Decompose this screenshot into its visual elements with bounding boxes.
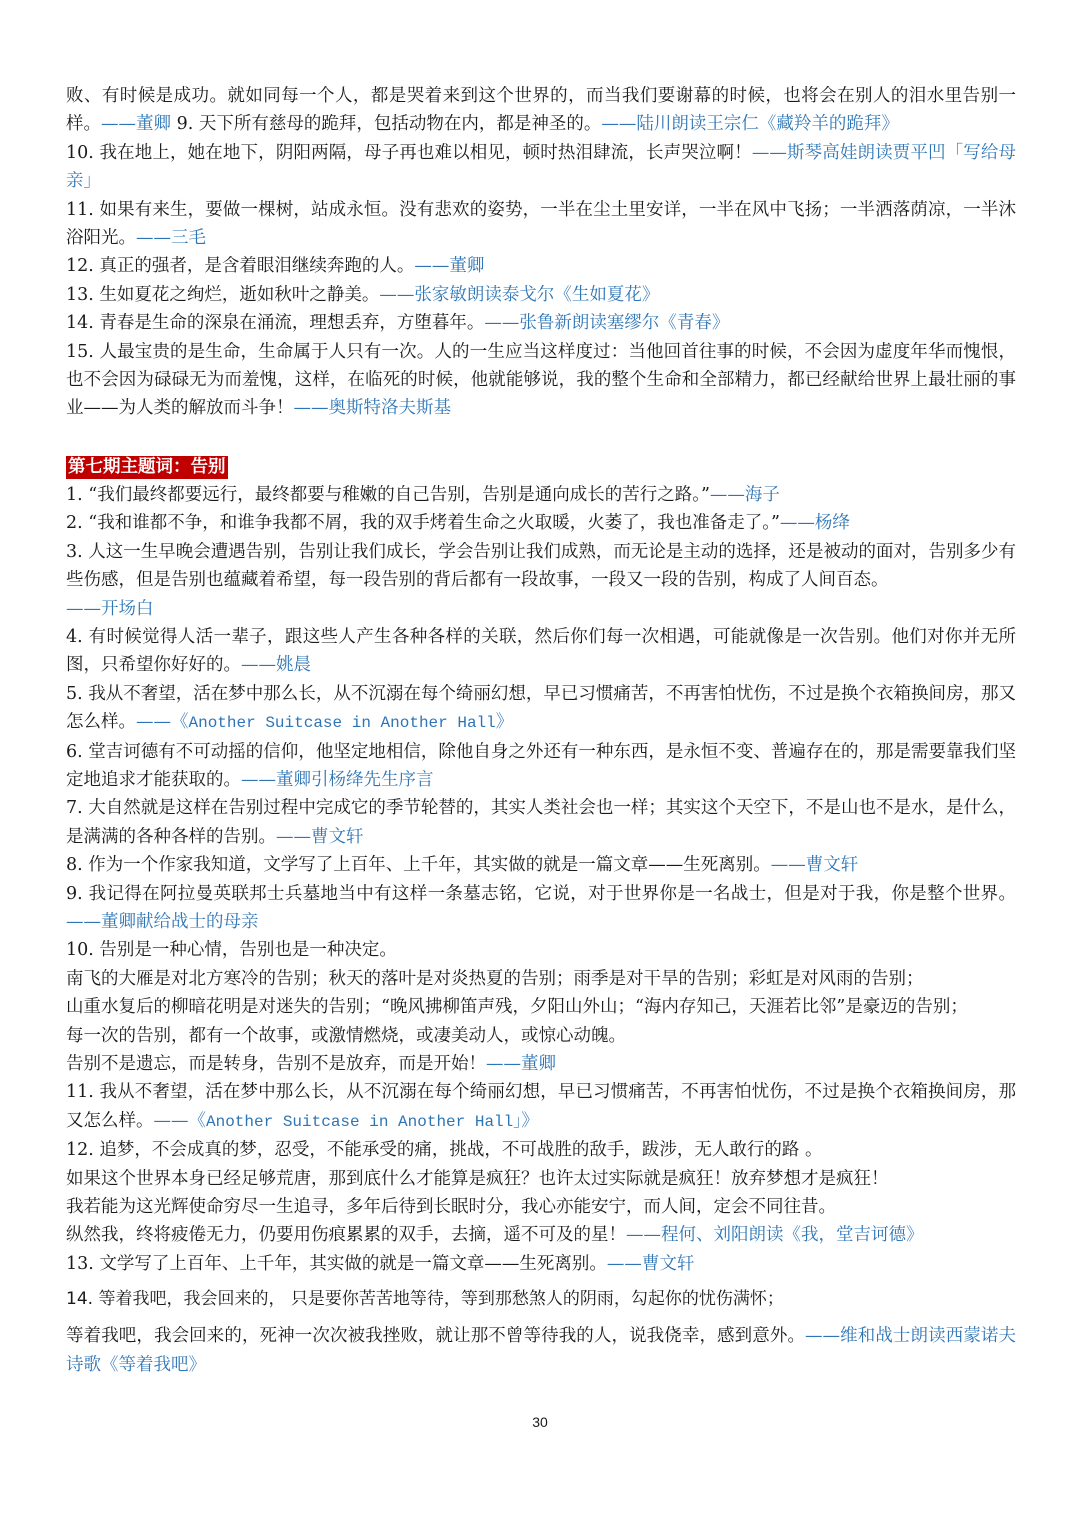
quote-text: 9. 我记得在阿拉曼英联邦士兵墓地当中有这样一条墓志铭，它说，对于世界你是一名战士，但是对于我，你是整个世界。 — [66, 883, 1016, 904]
quote-source: ——董卿引杨绛先生序言 — [241, 769, 434, 790]
quote-15 — [66, 338, 1016, 423]
farewell-quote-7 — [66, 794, 1016, 851]
farewell-quote-12-line-3: 我若能为这光辉使命穷尽一生追寻，多年后待到长眠时分，我心亦能安宁，而人间，定会不同往昔。 — [66, 1197, 836, 1218]
page-number: 30 — [532, 1414, 548, 1430]
farewell-quote-12-line-2: 如果这个世界本身已经足够荒唐，那到底什么才能算是疯狂？也许太过实际就是疯狂！放弃梦想才是疯狂！ — [66, 1168, 889, 1189]
quote-source: ——《 — [136, 712, 189, 733]
farewell-quote-5 — [66, 680, 1016, 738]
farewell-quote-12-line-4 — [66, 1221, 1016, 1249]
section-heading: 第七期主题词：告别 — [68, 456, 226, 477]
quote-text: 等着我吧，我会回来的，死神一次次被我挫败，就让那不曾等待我的人，说我侥幸，感到意外。 — [66, 1326, 806, 1347]
quote-text: 3. 人这一生早晚会遭遇告别，告别让我们成长，学会告别让我们成熟，而无论是主动的选择，还是被动的面对，告别多少有些伤感，但是告别也蕴藏着希望，每一段告别的背后都有一段故事，一段又一段的告别，构成了人间百态。 — [66, 541, 1016, 591]
farewell-quote-12-line-1: 12. 追梦，不会成真的梦，忍受，不能承受的痛，挑战，不可战胜的敌手，跋涉，无人敢行的路 。 — [66, 1140, 823, 1161]
quote-text: 告别不是遗忘，而是转身，告别不是放弃，而是开始！ — [66, 1054, 486, 1074]
quote-source: ——杨绛 — [779, 513, 850, 534]
quote-source: ——海子 — [709, 484, 780, 505]
quote-13 — [66, 281, 1016, 309]
document-page — [66, 82, 1016, 1379]
farewell-quote-10-line-4: 每一次的告别，都有一个故事，或激情燃烧，或凄美动人，或惊心动魄。 — [66, 1025, 626, 1046]
quote-10 — [66, 139, 1016, 196]
quote-source-title: Another Suitcase in Another Hall — [188, 714, 496, 733]
quote-text: 13. 文学写了上百年、上千年，其实做的就是一篇文章——生死离别。 — [66, 1253, 607, 1274]
quote-text: 9. 天下所有慈母的跪拜，包括动物在内，都是神圣的。 — [171, 114, 602, 135]
farewell-quote-9 — [66, 880, 1016, 937]
quote-text: 8. 作为一个作家我知道，文学写了上百年、上千年，其实做的就是一篇文章——生死离别。 — [66, 855, 771, 876]
quote-text: 败、有时候是成功。就如同每一个人，都是哭着来到这个世界的，而当我们要谢幕的时候，也将会在别人的泪水里告别一样。 — [66, 86, 1016, 135]
quote-text: 纵然我，终将疲倦无力，仍要用伤痕累累的双手，去摘，遥不可及的星！ — [66, 1225, 626, 1246]
farewell-quote-10-line-3: 山重水复后的柳暗花明是对迷失的告别；“晚风拂柳笛声残，夕阳山外山；“海内存知己，天涯若比邻”是豪迈的告别； — [66, 997, 968, 1018]
quote-text: 11. 我从不奢望，活在梦中那么长，从不沉溺在每个绮丽幻想，早已习惯痛苦，不再害怕忧伤，不过是换个衣箱换间房，那又怎么样。 — [66, 1082, 1016, 1131]
quote-source: ——《 — [153, 1110, 206, 1131]
quote-text: 13. 生如夏花之绚烂，逝如秋叶之静美。 — [66, 284, 380, 305]
quote-text: 12. 真正的强者，是含着眼泪继续奔跑的人。 — [66, 256, 415, 277]
quote-source: ——董卿 — [486, 1054, 556, 1074]
quote-11 — [66, 196, 1016, 253]
quote-source: ——开场白 — [66, 598, 154, 619]
quote-source: 》 — [495, 712, 514, 733]
quote-text: 14. 青春是生命的深泉在涌流，理想丢弃，方堕暮年。 — [66, 313, 485, 334]
farewell-quote-4 — [66, 623, 1016, 680]
farewell-quote-10-line-5 — [66, 1050, 1016, 1078]
quote-source: ——奥斯特洛夫斯基 — [293, 398, 451, 419]
quote-text: 6. 堂吉诃德有不可动摇的信仰，他坚定地相信，除他自身之外还有一种东西，是永恒不变、普遍存在的，那是需要靠我们坚定地追求才能获取的。 — [66, 741, 1016, 790]
quote-source: ——维和战士朗读西蒙诺夫诗歌《等着我吧》 — [66, 1326, 1017, 1375]
quote-source-title: Another Suitcase in Another Hall」 — [206, 1112, 522, 1131]
quote-14 — [66, 309, 1016, 337]
farewell-quote-14-line-2 — [66, 1322, 1016, 1379]
quote-text: 2. “我和谁都不争，和谁争我都不屑，我的双手烤着生命之火取暖，火萎了，我也准备走了。” — [66, 513, 780, 534]
quote-source: ——程何、刘阳朗读《我，堂吉诃德》 — [626, 1225, 924, 1246]
quote-text: 4. 有时候觉得人活一辈子，跟这些人产生各种各样的关联，然后你们每一次相遇，可能就像是一次告别。他们对你并无所图，只希望你好好的。 — [66, 626, 1016, 676]
farewell-quote-11 — [66, 1078, 1016, 1136]
farewell-quote-6 — [66, 738, 1016, 795]
quote-12 — [66, 252, 1016, 280]
quote-source: ——董卿 — [101, 114, 171, 135]
farewell-quote-3 — [66, 538, 1016, 623]
quote-source: ——曹文轩 — [276, 826, 364, 847]
quote-source: ——斯琴高娃朗读贾平凹「写给母亲」 — [66, 142, 1016, 192]
quote-source: ——三毛 — [136, 228, 206, 249]
quote-text: 5. 我从不奢望，活在梦中那么长，从不沉溺在每个绮丽幻想，早已习惯痛苦，不再害怕忧伤，不过是换个衣箱换间房，那又怎么样。 — [66, 683, 1016, 733]
farewell-quote-8 — [66, 851, 1016, 879]
farewell-quote-10-line-1: 10. 告别是一种心情，告别也是一种决定。 — [66, 940, 397, 961]
quote-8-9 — [66, 82, 1016, 139]
quote-source: ——张家敏朗读泰戈尔《生如夏花》 — [379, 284, 660, 305]
farewell-quote-13 — [66, 1250, 1016, 1278]
quote-source: 》 — [521, 1110, 539, 1131]
spacer — [66, 423, 1016, 451]
farewell-quote-1 — [66, 481, 1016, 509]
quote-source: ——曹文轩 — [606, 1253, 695, 1274]
quote-text: 11. 如果有来生，要做一棵树，站成永恒。没有悲欢的姿势，一半在尘土里安详，一半在风中飞扬；一半洒落荫凉，一半沐浴阳光。 — [66, 199, 1016, 249]
quote-source: ——曹文轩 — [770, 855, 859, 876]
farewell-quote-14-line-1: 14. 等着我吧，我会回来的， 只是要你苦苦地等待，等到那愁煞人的阴雨，勾起你的忧伤满怀； — [66, 1289, 784, 1310]
quote-source: ——董卿献给战士的母亲 — [66, 911, 259, 932]
farewell-quote-10-line-2: 南飞的大雁是对北方寒冷的告别；秋天的落叶是对炎热夏的告别；雨季是对干旱的告别；彩虹是对风雨的告别； — [66, 968, 924, 989]
quote-text: 7. 大自然就是这样在告别过程中完成它的季节轮替的，其实人类社会也一样；其实这个天空下，不是山也不是水，是什么，是满满的各种各样的告别。 — [66, 798, 1016, 847]
quote-source: ——董卿 — [414, 256, 485, 277]
quote-source: ——陆川朗读王宗仁《藏羚羊的跪拜》 — [601, 114, 899, 135]
quote-text: 15. 人最宝贵的是生命，生命属于人只有一次。人的一生应当这样度过：当他回首往事的时候，不会因为虚度年华而愧恨，也不会因为碌碌无为而羞愧，这样，在临死的时候，他就能够说，我的整个生命和全部精力，都已经献给世界上最壮丽的事业——为人类的解放而斗争！ — [66, 341, 1016, 419]
quote-text: 1. “我们最终都要远行，最终都要与稚嫩的自己告别，告别是通向成长的苦行之路。” — [66, 484, 710, 505]
quote-text: 10. 我在地上，她在地下，阴阳两隔，母子再也难以相见，顿时热泪肆流，长声哭泣啊！ — [66, 142, 752, 163]
farewell-quote-2 — [66, 509, 1016, 537]
quote-source: ——姚晨 — [241, 655, 311, 676]
quote-source: ——张鲁新朗读塞缪尔《青春》 — [484, 313, 730, 334]
